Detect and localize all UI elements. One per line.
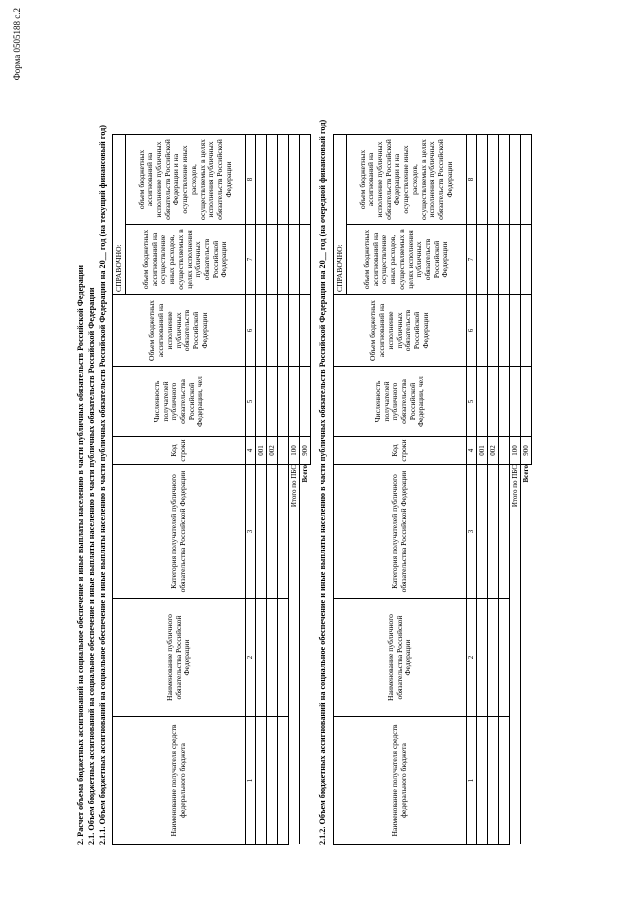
table-current-year [112, 134, 311, 845]
col-header-code: Код строки [334, 437, 467, 465]
table-row [256, 134, 267, 844]
col-header-recipient: Наименование получателя средств федерального бюджета [113, 717, 246, 845]
itogo-code: 100 [289, 437, 300, 465]
col-header-volume: Объем бюджетных ассигнований на исполнение публичных обязательств Российской Федерации [334, 295, 467, 367]
col-header-count: Численность получателей публичного обязательства Российской Федерации, чел [113, 367, 246, 437]
vsego-label: Всего [300, 465, 311, 845]
itogo-label: Итого по ПБС [510, 465, 521, 845]
col-header-obligation: Наименование публичного обязательства Российской Федерации [113, 599, 246, 717]
col-number: 4 [467, 437, 477, 465]
col-header-recipient: Наименование получателя средств федерального бюджета [334, 717, 467, 845]
col-header-total-volume: объем бюджетных ассигнований на исполнение публичных обязательств Российской Федерации и на осуществление иных расходов, осуществляемых в целях исполнения публичных обязательств Российской Федерации [126, 134, 246, 224]
table-next-year [333, 134, 532, 845]
col-header-other-expenses: объем бюджетных ассигнований на осуществление иных расходов, осуществляемых в целях исполнения публичных обязательств Российской Федерации [126, 225, 246, 295]
col-header-volume: Объем бюджетных ассигнований на исполнение публичных обязательств Российской Федерации [113, 295, 246, 367]
col-number: 2 [467, 599, 477, 717]
table-row [488, 134, 499, 844]
col-header-category: Категория получателей публичного обязательства Российской Федерации [334, 465, 467, 599]
col-number: 7 [246, 225, 256, 295]
col-header-obligation: Наименование публичного обязательства Российской Федерации [334, 599, 467, 717]
vsego-row [521, 134, 532, 844]
itogo-code: 100 [510, 437, 521, 465]
spravochno-header: СПРАВОЧНО: [334, 134, 347, 294]
table-row [278, 134, 289, 844]
vsego-label: Всего [521, 465, 532, 845]
col-header-other-expenses: объем бюджетных ассигнований на осуществление иных расходов, осуществляемых в целях исполнения публичных обязательств Российской Федерации [347, 225, 467, 295]
itogo-label: Итого по ПБС [289, 465, 300, 845]
heading-2-1-1: 2.1.1. Объем бюджетных ассигнований на социальное обеспечение и иные выплаты населению в части публичных обязательств Российской Федерации на 20__ год (на текущий финансовый год) [98, 124, 107, 845]
col-number: 8 [246, 134, 256, 224]
heading-2: 2. Расчет объема бюджетных ассигнований на социальное обеспечение и иные выплаты населению в части публичных обязательств Российской Федерации [76, 265, 85, 845]
table-row [267, 134, 278, 844]
col-number: 6 [467, 295, 477, 367]
heading-2-1-2: 2.1.2. Объем бюджетных ассигнований на социальное обеспечение и иные выплаты населению в части публичных обязательств Российской Федерации на 20__ год (на очередной финансовый год) [318, 119, 327, 845]
col-number: 7 [467, 225, 477, 295]
col-number: 8 [467, 134, 477, 224]
col-header-category: Категория получателей публичного обязательства Российской Федерации [113, 465, 246, 599]
row-code: 002 [488, 437, 499, 465]
col-number: 3 [246, 465, 256, 599]
row-code: 001 [256, 437, 267, 465]
itogo-row [289, 134, 300, 844]
col-number: 2 [246, 599, 256, 717]
col-header-count: Численность получателей публичного обязательства Российской Федерации, чел [334, 367, 467, 437]
col-number: 4 [246, 437, 256, 465]
row-code: 002 [267, 437, 278, 465]
col-number: 6 [246, 295, 256, 367]
vsego-row [300, 134, 311, 844]
vsego-code: 900 [521, 437, 532, 465]
table-row [477, 134, 488, 844]
col-number: 1 [467, 717, 477, 845]
heading-2-1: 2.1. Объем бюджетных ассигнований на социальное обеспечение и иные выплаты населению в части публичных обязательств Российской Федерации [87, 287, 96, 845]
form-label: Форма 0505188 с.2 [12, 8, 22, 81]
row-code: 001 [477, 437, 488, 465]
col-number: 5 [467, 367, 477, 437]
col-header-code: Код строки [113, 437, 246, 465]
itogo-row [510, 134, 521, 844]
col-number: 3 [467, 465, 477, 599]
col-number: 5 [246, 367, 256, 437]
table-row [499, 134, 510, 844]
spravochno-header: СПРАВОЧНО: [113, 134, 126, 294]
col-header-total-volume: объем бюджетных ассигнований на исполнение публичных обязательств Российской Федерации и на осуществление иных расходов, осуществляемых в целях исполнения публичных обязательств Российской Федерации [347, 134, 467, 224]
col-number: 1 [246, 717, 256, 845]
vsego-code: 900 [300, 437, 311, 465]
